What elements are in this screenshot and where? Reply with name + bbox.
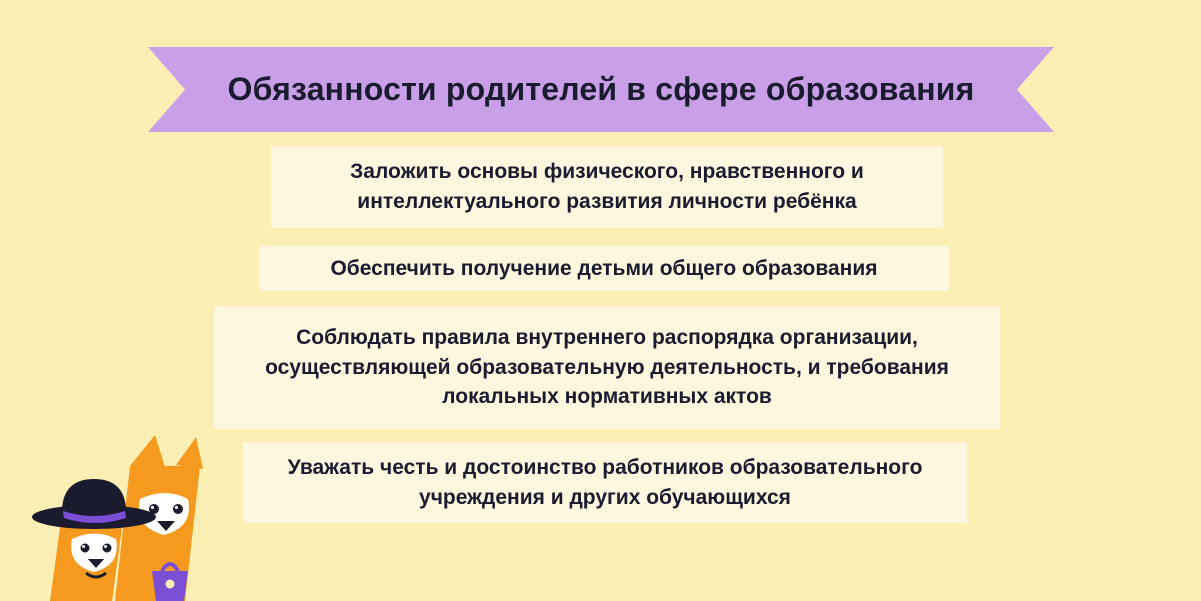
title-banner: [148, 47, 1054, 132]
duty-card-3-text: Соблюдать правила внутреннего распорядка организации, осуществляющей образовательную деятельность, и требования локальных нормативных актов: [265, 325, 949, 409]
duty-card-2: [259, 246, 949, 291]
foxes-svg: [0, 421, 270, 601]
two-foxes-illustration: [0, 421, 270, 601]
duty-card-4-text: Уважать честь и достоинство работников образовательного учреждения и других обучающихся: [287, 455, 923, 509]
duty-card-1: [271, 146, 943, 228]
page-title: Обязанности родителей в сфере образования: [227, 71, 975, 108]
duty-card-1-text: Заложить основы физического, нравственного и интеллектуального развития личности ребёнка: [350, 160, 864, 213]
duty-card-4: [243, 442, 967, 523]
duty-card-2-text: Обеспечить получение детьми общего образования: [330, 256, 878, 280]
duty-card-3: [214, 306, 1000, 429]
